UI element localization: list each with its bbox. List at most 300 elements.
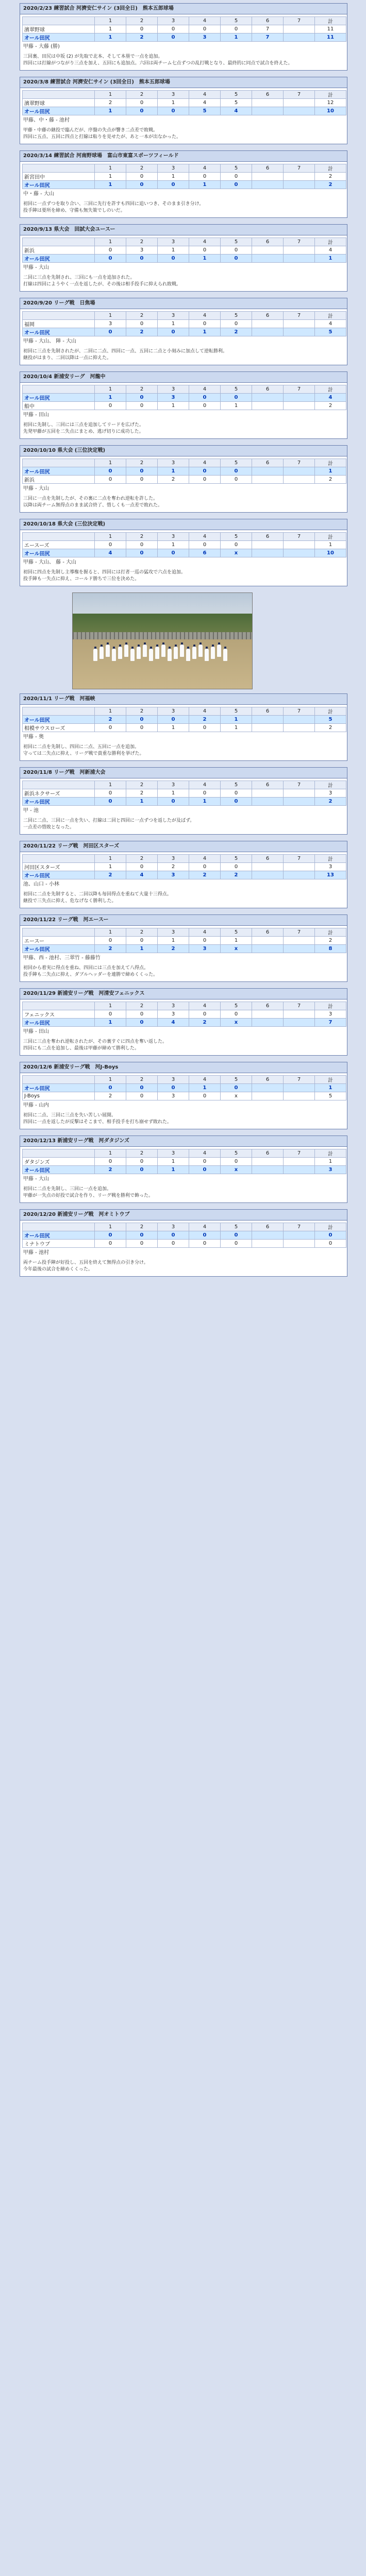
inning-score: 2 <box>158 476 189 484</box>
inning-header: 1 <box>95 385 126 394</box>
team-row <box>23 541 346 549</box>
inning-score: 0 <box>158 328 189 336</box>
inning-score: 0 <box>221 181 252 189</box>
inning-header: 3 <box>158 459 189 467</box>
inning-score: 0 <box>189 937 221 945</box>
scoreboard-corner <box>23 91 95 99</box>
inning-header: 4 <box>189 238 221 246</box>
inning-score: 6 <box>189 549 221 557</box>
game-report: 初回に二点を先制し、三回に一点を追加。 甲藤が一失点の好投で試合を作り、リーグ戦を勝利で飾った。 <box>23 1187 154 1198</box>
inning-score <box>284 1166 315 1174</box>
inning-score <box>252 541 284 549</box>
team-row <box>23 789 346 798</box>
inning-score: 0 <box>158 1240 189 1248</box>
scoreboard-corner <box>23 385 95 394</box>
game-header: 2020/3/14 練習試合 河南野球場 富山市東富スポーツフィールド <box>20 151 347 162</box>
team-name: 福岡 <box>23 320 95 328</box>
pitcher-line: 甲藤、西 - 池村、三翠竹 - 藤藤竹 <box>23 955 101 961</box>
inning-score: 0 <box>158 549 189 557</box>
inning-header: 2 <box>126 928 158 937</box>
player-figure <box>137 647 141 659</box>
inning-score <box>252 173 284 181</box>
scoreboard-header-row <box>23 781 346 789</box>
inning-header: 6 <box>252 385 284 394</box>
game-block <box>20 519 347 586</box>
inning-score: 0 <box>189 1092 221 1100</box>
inning-header: 2 <box>126 459 158 467</box>
scoreboard-header-row <box>23 1149 346 1158</box>
player-figure <box>174 647 178 659</box>
inning-score <box>284 798 315 806</box>
inning-header: 計 <box>315 238 346 246</box>
pitcher-line: 甲藤 - 大山、 陣 - 大山 <box>23 338 77 344</box>
inning-header: 4 <box>189 164 221 173</box>
inning-header: 2 <box>126 164 158 173</box>
game-block <box>20 371 347 439</box>
inning-header: 4 <box>189 385 221 394</box>
scoreboard <box>22 1002 346 1027</box>
inning-score: 0 <box>95 937 126 945</box>
game-report: 三回裏、田尻は中坂 (2) が先取で北本、そして本塁で一点を追加。 四回には打線がつながり三点を加え、五回にも追加点。六回は両チーム七点ずつの乱打戦となり、最終的に同点で試合を終えた。 <box>23 54 293 66</box>
player-figure <box>99 647 104 659</box>
inning-score: 0 <box>158 798 189 806</box>
scoreboard <box>22 238 346 263</box>
inning-header: 1 <box>95 91 126 99</box>
game-report: 甲藤・中藤の継投で臨んだが、序盤の失点が響き二点差で敗戦。 四回に五点、五回に四点と打線は粘りを見せたが、あと一本が出なかった。 <box>23 128 181 140</box>
inning-header: 計 <box>315 1076 346 1084</box>
team-row <box>23 716 346 724</box>
inning-score: 0 <box>221 255 252 263</box>
game-header: 2020/10/18 県大会 (三位決定戦) <box>20 519 347 530</box>
scoreboard-corner <box>23 855 95 863</box>
inning-header: 1 <box>95 164 126 173</box>
team-name: オール田尻 <box>23 255 95 263</box>
game-report: 初回に二点を先制し、四回に二点、五回に一点を追加。 守っては二失点に抑え、リーグ戦で貴重な勝利を挙げた。 <box>23 744 144 756</box>
inning-score: 1 <box>221 402 252 410</box>
inning-score <box>284 394 315 402</box>
team-name: オール田尻 <box>23 1084 95 1092</box>
game-report: 初回に一点ずつを取り合い、三回に先行を許すも四回に追いつき、そのまま引き分け。 投手陣は要所を締め、守備も無失策でしのいだ。 <box>23 201 204 213</box>
inning-score: 0 <box>126 724 158 732</box>
inning-score: 0 <box>95 255 126 263</box>
game-report: 三回に三点を奪われ逆転されたが、その裏すぐに四点を奪い返した。 四回にも二点を追加し、最後は甲藤が締めて勝利した。 <box>23 1039 168 1051</box>
inning-score: 13 <box>315 871 346 879</box>
inning-header: 4 <box>189 707 221 716</box>
inning-score: 5 <box>315 1092 346 1100</box>
inning-header: 6 <box>252 164 284 173</box>
scoreboard <box>22 707 346 732</box>
inning-header: 6 <box>252 855 284 863</box>
inning-header: 1 <box>95 238 126 246</box>
game-block <box>20 914 347 982</box>
inning-header: 2 <box>126 238 158 246</box>
inning-header: 計 <box>315 385 346 394</box>
inning-header: 4 <box>189 855 221 863</box>
inning-header: 計 <box>315 164 346 173</box>
inning-header: 2 <box>126 1223 158 1231</box>
inning-header: 3 <box>158 928 189 937</box>
scoreboard <box>22 1075 346 1100</box>
scoreboard-header-row <box>23 312 346 320</box>
inning-header: 7 <box>284 238 315 246</box>
scoreboard-corner <box>23 164 95 173</box>
inning-score: 1 <box>189 328 221 336</box>
inning-score <box>284 871 315 879</box>
inning-header: 4 <box>189 91 221 99</box>
inning-score: 0 <box>95 1231 126 1240</box>
game-header: 2020/3/8 練習試合 河濟安仁サイン (3回全日) 熊本五郎球場 <box>20 77 347 88</box>
inning-score: 0 <box>158 1084 189 1092</box>
inning-score: 4 <box>221 107 252 115</box>
inning-header: 1 <box>95 459 126 467</box>
inning-score: 1 <box>95 173 126 181</box>
player-figure <box>124 645 128 657</box>
inning-header: 1 <box>95 1223 126 1231</box>
inning-score <box>284 173 315 181</box>
inning-score: 0 <box>189 1158 221 1166</box>
inning-header: 2 <box>126 855 158 863</box>
inning-score: 2 <box>315 173 346 181</box>
inning-header: 計 <box>315 17 346 25</box>
game-header: 2020/11/1 リーグ戦 河福峡 <box>20 694 347 705</box>
inning-header: 計 <box>315 928 346 937</box>
team-row <box>23 255 346 263</box>
inning-score: 0 <box>221 1010 252 1019</box>
team-name: 新浜ネクサーズ <box>23 789 95 798</box>
inning-header: 7 <box>284 459 315 467</box>
player-figure <box>217 645 221 657</box>
inning-score <box>284 246 315 255</box>
inning-score: 3 <box>158 1092 189 1100</box>
inning-score: 1 <box>189 181 221 189</box>
inning-score: 1 <box>95 181 126 189</box>
inning-score: 0 <box>158 716 189 724</box>
inning-score: 0 <box>221 863 252 871</box>
inning-header: 4 <box>189 1076 221 1084</box>
team-name: オール田尻 <box>23 798 95 806</box>
inning-header: 2 <box>126 385 158 394</box>
inning-header: 3 <box>158 91 189 99</box>
inning-score: 0 <box>189 320 221 328</box>
inning-header: 6 <box>252 91 284 99</box>
team-row <box>23 1010 346 1019</box>
inning-score: 2 <box>315 402 346 410</box>
team-row <box>23 1240 346 1248</box>
inning-header: 5 <box>221 459 252 467</box>
team-row <box>23 173 346 181</box>
team-name: オール田尻 <box>23 871 95 879</box>
inning-score: 10 <box>315 107 346 115</box>
inning-header: 計 <box>315 91 346 99</box>
inning-score <box>252 724 284 732</box>
inning-header: 計 <box>315 1002 346 1010</box>
inning-score: 0 <box>221 1231 252 1240</box>
inning-score: 2 <box>315 798 346 806</box>
inning-score <box>252 937 284 945</box>
inning-header: 3 <box>158 781 189 789</box>
inning-score: 5 <box>315 328 346 336</box>
player-figure <box>149 649 153 661</box>
inning-header: 7 <box>284 91 315 99</box>
inning-score: 3 <box>158 1010 189 1019</box>
scoreboard <box>22 459 346 484</box>
player-figure <box>192 647 196 659</box>
inning-score: 2 <box>189 1019 221 1027</box>
inning-score <box>284 789 315 798</box>
inning-score: 1 <box>158 1158 189 1166</box>
player-figure <box>130 649 135 661</box>
scoreboard-header-row <box>23 1223 346 1231</box>
inning-score <box>284 25 315 33</box>
team-name: エースー <box>23 937 95 945</box>
inning-header: 計 <box>315 781 346 789</box>
inning-header: 6 <box>252 17 284 25</box>
team-row <box>23 467 346 476</box>
game-block <box>20 3 347 71</box>
inning-score: 0 <box>95 541 126 549</box>
player-figure <box>106 645 110 657</box>
inning-score <box>252 394 284 402</box>
inning-score: 1 <box>95 1019 126 1027</box>
inning-header: 7 <box>284 707 315 716</box>
inning-score: 0 <box>126 99 158 107</box>
player-figure <box>155 647 159 659</box>
team-name: ダタジンズ <box>23 1158 95 1166</box>
game-block <box>20 77 347 144</box>
inning-score: 0 <box>158 107 189 115</box>
game-header: 2020/11/8 リーグ戦 河新浦大会 <box>20 768 347 778</box>
inning-score: 1 <box>315 255 346 263</box>
player-figure <box>161 645 165 657</box>
inning-score: 1 <box>95 394 126 402</box>
team-row <box>23 246 346 255</box>
player-figure <box>168 649 172 661</box>
inning-score: 8 <box>315 945 346 953</box>
inning-score: 0 <box>126 1158 158 1166</box>
inning-header: 7 <box>284 533 315 541</box>
inning-score: 0 <box>221 173 252 181</box>
scoreboard-header-row <box>23 855 346 863</box>
scoreboard-corner <box>23 928 95 937</box>
inning-header: 4 <box>189 928 221 937</box>
inning-header: 2 <box>126 781 158 789</box>
inning-score: 4 <box>95 549 126 557</box>
inning-score: 0 <box>158 25 189 33</box>
inning-score: 1 <box>158 246 189 255</box>
inning-header: 2 <box>126 1076 158 1084</box>
scoreboard <box>22 90 346 115</box>
inning-score: 0 <box>95 1240 126 1248</box>
team-name: オール田尻 <box>23 107 95 115</box>
game-report: 初回から着実に得点を重ね、四回には三点を加えて八得点。 投手陣も二失点に抑え、ダブルヘッダーを連勝で締めくくった。 <box>23 965 158 977</box>
team-row <box>23 871 346 879</box>
inning-score: 1 <box>158 467 189 476</box>
player-figure <box>223 649 227 661</box>
inning-score: 0 <box>221 320 252 328</box>
inning-score: 0 <box>158 255 189 263</box>
inning-score: 10 <box>315 549 346 557</box>
team-name: オール田尻 <box>23 1019 95 1027</box>
inning-score: 0 <box>126 1166 158 1174</box>
player-figure <box>186 649 190 661</box>
inning-score: 4 <box>315 394 346 402</box>
team-name: フェニックス <box>23 1010 95 1019</box>
game-header: 2020/11/29 新浦安リーグ戦 河清安フェニックス <box>20 989 347 999</box>
inning-header: 5 <box>221 164 252 173</box>
inning-score: 0 <box>126 107 158 115</box>
inning-score <box>284 937 315 945</box>
inning-score <box>284 1084 315 1092</box>
team-row <box>23 33 346 42</box>
inning-header: 計 <box>315 1149 346 1158</box>
inning-score: 1 <box>315 467 346 476</box>
player-figure <box>93 649 97 661</box>
inning-score: 3 <box>189 33 221 42</box>
inning-score <box>284 1231 315 1240</box>
inning-score: 0 <box>126 716 158 724</box>
inning-score: 11 <box>315 25 346 33</box>
inning-score: 3 <box>189 945 221 953</box>
team-row <box>23 394 346 402</box>
inning-score <box>284 541 315 549</box>
pitcher-line: 甲藤 - 大山 <box>23 486 49 492</box>
inning-header: 2 <box>126 1149 158 1158</box>
inning-score: 0 <box>315 1240 346 1248</box>
inning-score: 7 <box>252 33 284 42</box>
pitcher-line: 池、山口 - 小林 <box>23 882 59 887</box>
inning-score <box>252 255 284 263</box>
inning-score: 0 <box>126 549 158 557</box>
inning-score: 0 <box>126 541 158 549</box>
inning-score: 1 <box>158 402 189 410</box>
inning-header: 3 <box>158 533 189 541</box>
inning-header: 4 <box>189 781 221 789</box>
inning-header: 6 <box>252 1002 284 1010</box>
team-name: 濱翠野球 <box>23 25 95 33</box>
inning-header: 5 <box>221 1076 252 1084</box>
inning-score: 7 <box>252 25 284 33</box>
inning-header: 5 <box>221 312 252 320</box>
team-row <box>23 402 346 410</box>
inning-score: x <box>221 945 252 953</box>
scoreboard-corner <box>23 459 95 467</box>
team-name: オール田尻 <box>23 467 95 476</box>
inning-header: 1 <box>95 1076 126 1084</box>
team-row <box>23 1019 346 1027</box>
scoreboard-header-row <box>23 17 346 25</box>
inning-score: 0 <box>189 1010 221 1019</box>
inning-score: 1 <box>315 541 346 549</box>
team-row <box>23 937 346 945</box>
inning-score <box>284 1158 315 1166</box>
inning-score: 1 <box>158 937 189 945</box>
team-row <box>23 320 346 328</box>
inning-score <box>252 716 284 724</box>
inning-score: 1 <box>158 724 189 732</box>
inning-header: 計 <box>315 312 346 320</box>
inning-score <box>252 246 284 255</box>
inning-score: 4 <box>189 99 221 107</box>
inning-score: 1 <box>126 945 158 953</box>
inning-header: 5 <box>221 533 252 541</box>
inning-score <box>252 945 284 953</box>
inning-score: 0 <box>189 1231 221 1240</box>
inning-score: 2 <box>221 871 252 879</box>
inning-score: x <box>221 1019 252 1027</box>
inning-header: 3 <box>158 1002 189 1010</box>
scoreboard-header-row <box>23 385 346 394</box>
inning-score: 0 <box>315 1231 346 1240</box>
team-name: オール田尻 <box>23 181 95 189</box>
inning-score: 2 <box>158 945 189 953</box>
inning-header: 6 <box>252 928 284 937</box>
inning-header: 7 <box>284 164 315 173</box>
inning-score: 1 <box>126 798 158 806</box>
inning-score <box>284 181 315 189</box>
inning-score <box>252 402 284 410</box>
team-name: 新浜 <box>23 246 95 255</box>
inning-score: 0 <box>95 1010 126 1019</box>
inning-score <box>284 1240 315 1248</box>
team-row <box>23 1092 346 1100</box>
inning-header: 3 <box>158 312 189 320</box>
team-row <box>23 549 346 557</box>
team-row <box>23 1166 346 1174</box>
inning-header: 5 <box>221 91 252 99</box>
pitcher-line: 甲藤 - 大山 <box>23 1176 49 1182</box>
inning-score: 4 <box>158 1019 189 1027</box>
inning-score: 1 <box>315 1158 346 1166</box>
player-figure <box>112 649 116 661</box>
inning-score <box>252 549 284 557</box>
inning-score: 4 <box>315 246 346 255</box>
inning-score <box>252 181 284 189</box>
pitcher-line: 甲藤 - 山内 <box>23 1103 49 1108</box>
inning-score: x <box>221 1166 252 1174</box>
inning-score: 1 <box>158 541 189 549</box>
game-report: 初回に先制し、三回には三点を追加してリードを広げた。 先発甲藤が五回を二失点にまとめ、逃げ切りに成功した。 <box>23 422 144 434</box>
inning-score: 1 <box>95 33 126 42</box>
inning-header: 4 <box>189 459 221 467</box>
game-header: 2020/9/20 リーグ戦 日焦場 <box>20 298 347 309</box>
inning-score <box>252 1166 284 1174</box>
inning-score <box>252 1240 284 1248</box>
inning-score <box>252 328 284 336</box>
game-report: 二回に三点を先制され、三回にも一点を追加された。 打線は四回にようやく一点を返したが、その後は相手投手に抑えられ敗戦。 <box>23 275 181 287</box>
inning-score: 0 <box>221 1240 252 1248</box>
inning-score: 0 <box>126 1084 158 1092</box>
inning-score: 0 <box>126 1240 158 1248</box>
team-name: エースーズ <box>23 541 95 549</box>
scoreboard-header-row <box>23 164 346 173</box>
inning-score: 1 <box>158 173 189 181</box>
scoreboard-header-row <box>23 459 346 467</box>
inning-score: 0 <box>221 476 252 484</box>
inning-score: 0 <box>95 328 126 336</box>
game-header: 2020/12/13 新浦安リーグ戦 河ダタジンズ <box>20 1136 347 1147</box>
team-row <box>23 1084 346 1092</box>
inning-score <box>252 1010 284 1019</box>
inning-score: 0 <box>126 402 158 410</box>
inning-header: 3 <box>158 1076 189 1084</box>
game-block <box>20 988 347 1056</box>
inning-score <box>284 1092 315 1100</box>
inning-score: 0 <box>221 394 252 402</box>
inning-score: 2 <box>189 871 221 879</box>
inning-header: 1 <box>95 17 126 25</box>
pitcher-line: 甲藤、中・藤 - 池村 <box>23 117 70 123</box>
inning-score: 0 <box>221 25 252 33</box>
